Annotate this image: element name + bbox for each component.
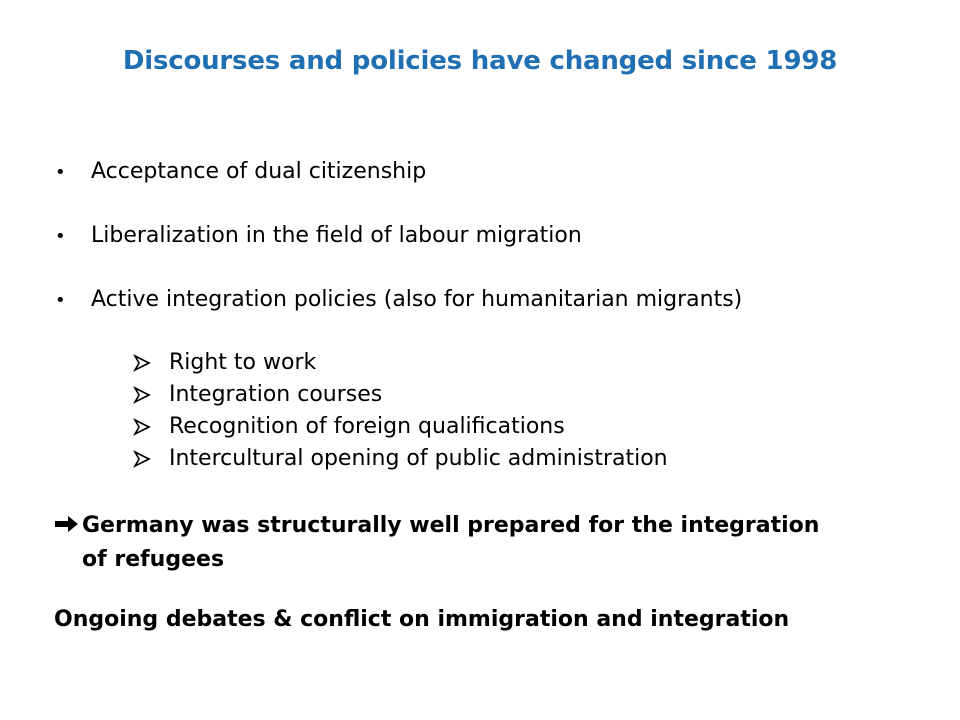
arrowhead-icon xyxy=(133,354,169,372)
bullet-marker: • xyxy=(55,290,66,311)
conclusion-line xyxy=(54,510,819,544)
bullet-marker: • xyxy=(55,226,66,247)
arrowhead-icon xyxy=(133,418,169,436)
sub-bullet-text: Intercultural opening of public administration xyxy=(169,446,668,471)
sub-bullet-item xyxy=(133,348,316,378)
sub-bullet-item xyxy=(133,412,565,442)
sub-bullet-item xyxy=(133,380,382,410)
bullet-text: Liberalization in the field of labour migration xyxy=(91,223,582,248)
arrowhead-icon xyxy=(133,386,169,404)
arrowhead-icon xyxy=(133,450,169,468)
bullet-item xyxy=(55,285,742,316)
bullet-text: Active integration policies (also for humanitarian migrants) xyxy=(91,287,743,312)
conclusion-text-line2: of refugees xyxy=(82,547,225,572)
sub-bullet-text: Recognition of foreign qualifications xyxy=(169,414,565,439)
conclusion xyxy=(54,510,819,576)
sub-bullet-text: Right to work xyxy=(169,350,317,375)
sub-bullet-text: Integration courses xyxy=(169,382,383,407)
slide-title: Discourses and policies have changed since 1998 xyxy=(122,46,838,76)
bullet-marker: • xyxy=(55,162,66,183)
closing-statement: Ongoing debates & conflict on immigration and integration xyxy=(54,607,790,632)
bullet-item xyxy=(55,157,426,188)
right-arrow-icon xyxy=(54,512,82,544)
conclusion-text-line1: Germany was structurally well prepared for the integration xyxy=(82,513,820,538)
sub-bullet-item xyxy=(133,444,668,474)
bullet-text: Acceptance of dual citizenship xyxy=(91,159,427,184)
bullet-item xyxy=(55,221,582,252)
